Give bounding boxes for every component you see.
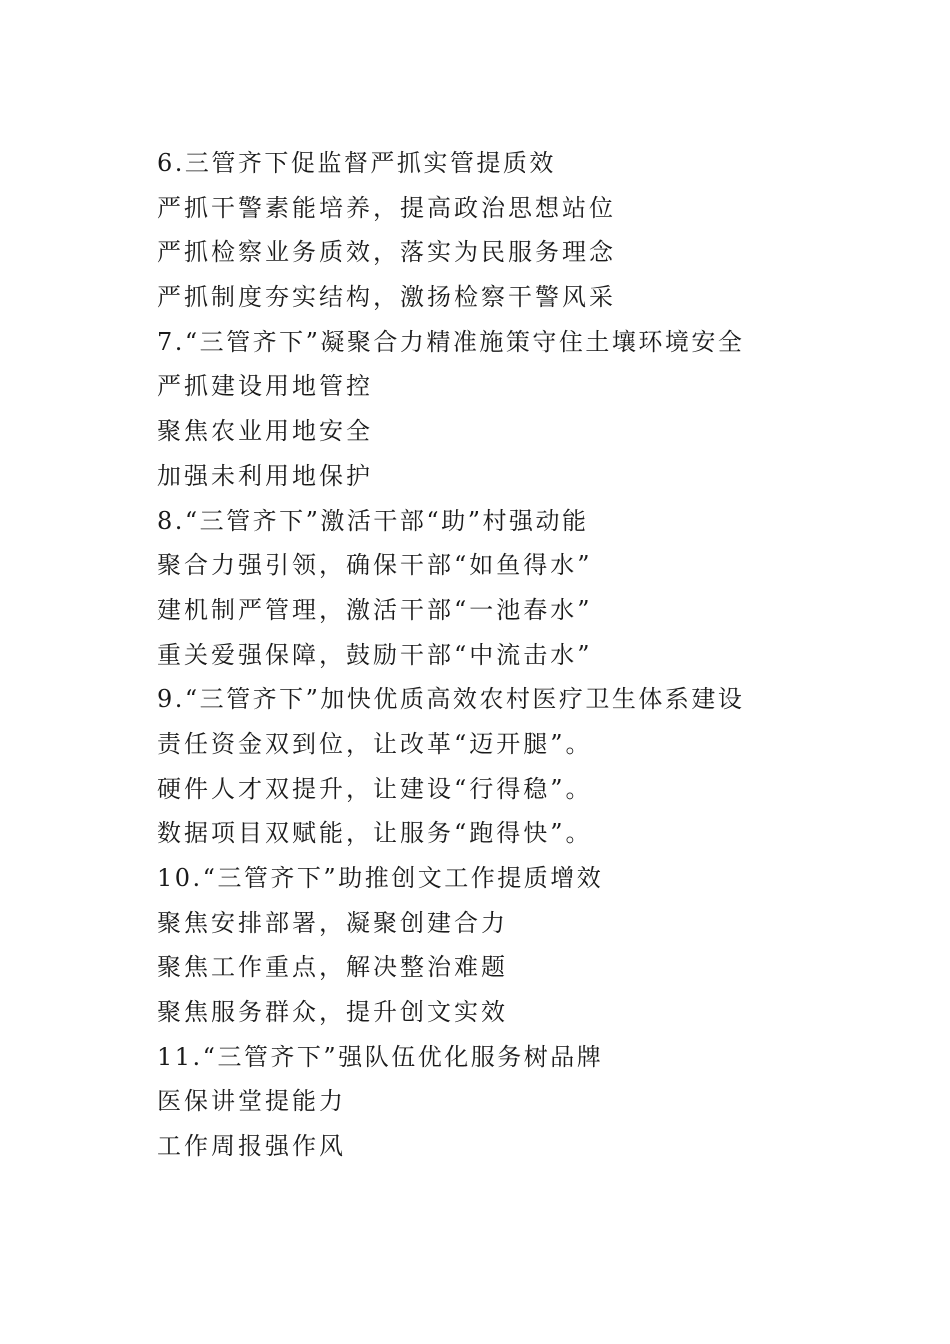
document-body xyxy=(157,141,797,1169)
list-item: 加强未利用地保护 xyxy=(157,461,373,490)
section-heading: 11.“三管齐下”强队伍优化服务树品牌 xyxy=(157,1042,604,1071)
list-item: 硬件人才双提升，让建设“行得稳”。 xyxy=(157,774,593,803)
section-heading: 6.三管齐下促监督严抓实管提质效 xyxy=(157,149,556,177)
list-item: 严抓制度夯实结构，激扬检察干警风采 xyxy=(157,283,616,312)
list-item: 工作周报强作风 xyxy=(157,1132,346,1161)
list-item: 聚焦安排部署，凝聚创建合力 xyxy=(157,908,508,937)
list-item: 严抓建设用地管控 xyxy=(157,372,373,401)
list-item: 聚焦服务群众，提升创文实效 xyxy=(157,998,508,1027)
list-item: 严抓干警素能培养，提高政治思想站位 xyxy=(157,193,616,222)
list-item: 数据项目双赋能，让服务“跑得快”。 xyxy=(157,819,593,848)
list-item: 聚焦农业用地安全 xyxy=(157,417,373,446)
section-heading: 10.“三管齐下”助推创文工作提质增效 xyxy=(157,864,604,892)
list-item: 建机制严管理，激活干部“一池春水” xyxy=(157,595,593,624)
list-item: 聚焦工作重点，解决整治难题 xyxy=(157,953,508,982)
list-item: 医保讲堂提能力 xyxy=(157,1087,346,1116)
section-heading: 7.“三管齐下”凝聚合力精准施策守住土壤环境安全 xyxy=(157,327,745,356)
list-item: 聚合力强引领，确保干部“如鱼得水” xyxy=(157,551,593,580)
section-heading: 9.“三管齐下”加快优质高效农村医疗卫生体系建设 xyxy=(157,685,745,714)
list-item: 重关爱强保障，鼓励干部“中流击水” xyxy=(157,640,593,669)
list-item: 责任资金双到位，让改革“迈开腿”。 xyxy=(157,729,593,758)
section-heading: 8.“三管齐下”激活干部“助”村强动能 xyxy=(157,506,589,535)
list-item: 严抓检察业务质效，落实为民服务理念 xyxy=(157,238,616,267)
